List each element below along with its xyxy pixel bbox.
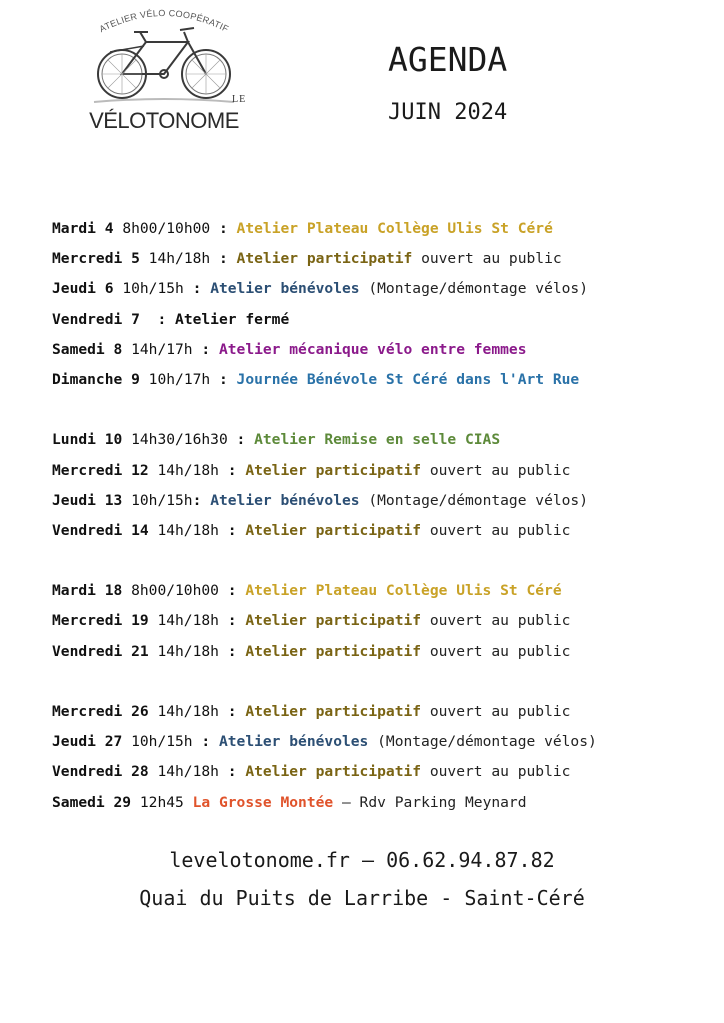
agenda-time: 14h/18h	[157, 461, 219, 479]
agenda-day: Mercredi 26	[52, 703, 149, 720]
agenda-note: ouvert au public	[421, 763, 571, 781]
agenda-row	[52, 365, 712, 395]
agenda-event: Atelier Plateau Collège Ulis St Céré	[245, 582, 562, 600]
agenda-day: Vendredi 7	[52, 310, 140, 328]
agenda-day: Dimanche 9	[52, 370, 140, 388]
logo-brand: VÉLOTONOME	[89, 108, 239, 133]
agenda-separator: :	[218, 763, 246, 781]
agenda-note: (Montage/démontage vélos)	[359, 280, 589, 298]
group-spacer	[52, 546, 712, 576]
agenda-day: Vendredi 21	[52, 642, 149, 660]
agenda-row	[52, 757, 712, 787]
agenda-note: ouvert au public	[421, 642, 571, 660]
agenda-row	[52, 516, 712, 546]
agenda-event: Atelier bénévoles	[210, 491, 360, 509]
group-spacer	[52, 395, 712, 425]
agenda-row	[52, 727, 712, 757]
agenda-time: 14h/17h	[131, 340, 193, 358]
agenda-event: La Grosse Montée	[192, 793, 334, 811]
agenda-separator: :	[218, 612, 246, 630]
group-spacer	[52, 667, 712, 697]
agenda-event: Atelier participatif	[245, 612, 422, 630]
agenda-row	[52, 697, 712, 727]
agenda-day: Jeudi 6	[52, 280, 114, 298]
agenda-time: 10h/15h	[131, 733, 193, 751]
agenda-separator: :	[148, 310, 176, 328]
bicycle-icon	[84, 2, 247, 112]
agenda-event: Atelier participatif	[245, 642, 422, 660]
agenda-time: 10h/15h	[122, 280, 184, 298]
agenda-time: 14h/18h	[157, 703, 219, 720]
agenda-row	[52, 576, 712, 606]
agenda-day: Jeudi 27	[52, 733, 123, 751]
agenda-event: Atelier participatif	[245, 521, 422, 539]
agenda-day: Mardi 18	[52, 582, 123, 600]
agenda-event: Atelier bénévoles	[210, 280, 360, 298]
agenda-row	[52, 335, 712, 365]
agenda-event: Atelier participatif	[245, 703, 422, 720]
agenda-day: Mercredi 5	[52, 250, 140, 268]
page-month: JUIN 2024	[388, 100, 508, 125]
agenda-row	[52, 637, 712, 667]
footer-address: Quai du Puits de Larribe - Saint-Céré	[139, 886, 585, 910]
agenda-event: Atelier mécanique vélo entre femmes	[218, 340, 527, 358]
agenda-separator: :	[218, 703, 246, 720]
agenda-event: Atelier bénévoles	[218, 733, 369, 751]
agenda-separator: :	[218, 582, 246, 600]
agenda-day: Samedi 29	[52, 793, 132, 811]
agenda-note: ouvert au public	[421, 461, 571, 479]
agenda-separator: :	[218, 461, 246, 479]
agenda-event: Atelier participatif	[245, 461, 422, 479]
agenda-list	[52, 214, 712, 818]
agenda-event: Atelier fermé	[175, 310, 290, 328]
agenda-row	[52, 606, 712, 636]
agenda-event: Atelier Remise en selle CIAS	[254, 431, 501, 449]
agenda-time: 14h/18h	[157, 642, 219, 660]
agenda-day: Lundi 10	[52, 431, 123, 449]
agenda-row	[52, 305, 712, 335]
agenda-time: 8h00/10h00	[131, 582, 219, 600]
agenda-separator: :	[218, 642, 246, 660]
agenda-row	[52, 274, 712, 304]
agenda-time: 14h/18h	[157, 612, 219, 630]
agenda-day: Jeudi 13	[52, 491, 123, 509]
agenda-time: 14h/18h	[157, 521, 219, 539]
agenda-time: 10h/15h	[131, 491, 193, 509]
agenda-event: Atelier participatif	[236, 250, 413, 268]
agenda-separator: :	[210, 370, 237, 388]
agenda-time: 8h00/10h00	[122, 220, 211, 237]
agenda-row	[52, 456, 712, 486]
agenda-separator: :	[192, 491, 211, 509]
agenda-time: 12h45	[139, 793, 184, 811]
agenda-event: Journée Bénévole St Céré dans l'Art Rue	[236, 370, 580, 388]
agenda-note: (Montage/démontage vélos)	[359, 491, 589, 509]
logo-tagline: ATELIER VÉLO COOPÉRATIF	[97, 7, 231, 35]
agenda-day: Mercredi 19	[52, 612, 149, 630]
agenda-time: 14h30/16h30	[131, 431, 228, 449]
logo-le: LE	[232, 94, 247, 105]
agenda-note: ouvert au public	[421, 703, 571, 720]
logo	[84, 2, 247, 133]
agenda-day: Mercredi 12	[52, 461, 149, 479]
agenda-separator: :	[210, 220, 237, 237]
agenda-day: Samedi 8	[52, 340, 123, 358]
agenda-separator	[184, 794, 193, 811]
agenda-day: Mardi 4	[52, 220, 114, 237]
agenda-note: ouvert au public	[412, 250, 562, 268]
agenda-note: (Montage/démontage vélos)	[368, 733, 597, 751]
agenda-day: Vendredi 14	[52, 521, 149, 539]
agenda-event: Atelier Plateau Collège Ulis St Céré	[236, 220, 553, 237]
agenda-separator: :	[210, 250, 237, 268]
agenda-note: ouvert au public	[421, 521, 571, 539]
agenda-day: Vendredi 28	[52, 763, 149, 781]
agenda-time: 14h/18h	[148, 250, 211, 268]
agenda-event: Atelier participatif	[245, 763, 422, 781]
agenda-row	[52, 425, 712, 455]
agenda-row	[52, 214, 712, 244]
agenda-row	[52, 788, 712, 818]
agenda-separator: :	[218, 521, 246, 539]
agenda-separator: :	[183, 280, 211, 298]
page-title: AGENDA	[388, 40, 508, 79]
agenda-row	[52, 486, 712, 516]
agenda-separator: :	[227, 431, 255, 449]
agenda-time: 10h/17h	[148, 370, 211, 388]
agenda-separator: :	[192, 733, 219, 751]
agenda-note: – Rdv Parking Meynard	[333, 793, 527, 811]
agenda-row	[52, 244, 712, 274]
agenda-time: 14h/18h	[157, 763, 219, 781]
agenda-note: ouvert au public	[421, 612, 571, 630]
footer-contact: levelotonome.fr – 06.62.94.87.82	[169, 848, 555, 872]
agenda-separator: :	[192, 340, 219, 358]
